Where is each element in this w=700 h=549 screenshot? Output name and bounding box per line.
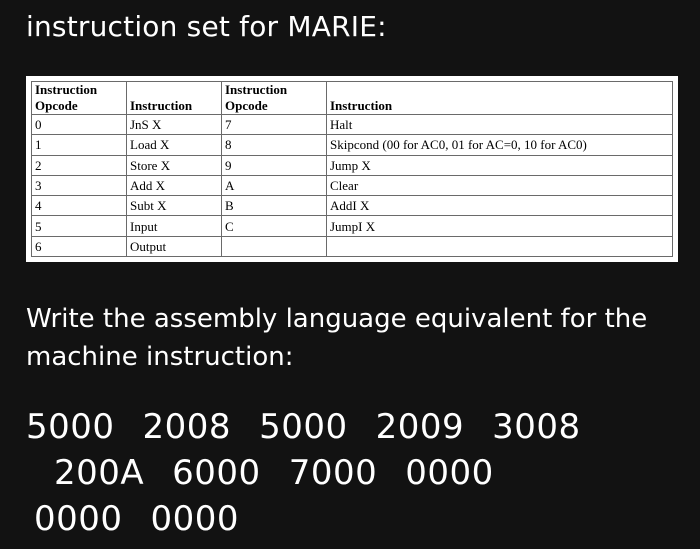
opcode-right-cell: A (222, 175, 327, 195)
machine-code-line-2 (26, 450, 686, 496)
machine-code-word: 3008 (492, 407, 581, 447)
machine-code-word: 5000 (259, 407, 348, 447)
instruction-left-cell: Input (127, 216, 222, 236)
instruction-set-table (31, 81, 673, 257)
machine-code-word: 0000 (34, 499, 123, 539)
instruction-left-cell: Output (127, 236, 222, 256)
machine-code-line-1 (26, 404, 686, 450)
machine-code-word: 2009 (375, 407, 465, 447)
table-row (32, 175, 673, 195)
table-row (32, 236, 673, 256)
machine-code-word: 2008 (142, 407, 232, 447)
machine-code-word: 7000 (288, 453, 378, 493)
header-opcode-left: Instruction Opcode (32, 82, 127, 115)
opcode-right-cell: C (222, 216, 327, 236)
machine-code-word: 6000 (172, 453, 261, 493)
table-row (32, 216, 673, 236)
instruction-set-table-panel (26, 76, 678, 262)
instruction-left-cell: Subt X (127, 196, 222, 216)
machine-code-line-3 (26, 496, 686, 542)
table-row (32, 135, 673, 155)
machine-code-word: 0000 (150, 499, 240, 539)
opcode-right-cell: 9 (222, 155, 327, 175)
instruction-right-cell: AddI X (327, 196, 673, 216)
instruction-right-cell: Skipcond (00 for AC0, 01 for AC=0, 10 for AC0) (327, 135, 673, 155)
table-row (32, 196, 673, 216)
opcode-right-cell: 7 (222, 115, 327, 135)
instruction-right-cell: Clear (327, 175, 673, 195)
opcode-right-cell: 8 (222, 135, 327, 155)
table-header-row (32, 82, 673, 115)
opcode-left-cell: 1 (32, 135, 127, 155)
opcode-right-cell: B (222, 196, 327, 216)
table-body (32, 115, 673, 257)
machine-code-word: 0000 (405, 453, 494, 493)
machine-code-word: 5000 (26, 407, 115, 447)
instruction-left-cell: Load X (127, 135, 222, 155)
machine-code-listing (26, 404, 686, 542)
opcode-left-cell: 2 (32, 155, 127, 175)
opcode-left-cell: 4 (32, 196, 127, 216)
opcode-left-cell: 6 (32, 236, 127, 256)
instruction-left-cell: JnS X (127, 115, 222, 135)
instruction-right-cell: Jump X (327, 155, 673, 175)
instruction-right-cell: Halt (327, 115, 673, 135)
page-heading: instruction set for MARIE: (26, 10, 387, 43)
header-instruction-left: Instruction (127, 82, 222, 115)
instruction-left-cell: Add X (127, 175, 222, 195)
table-row (32, 115, 673, 135)
header-opcode-right: Instruction Opcode (222, 82, 327, 115)
table-row (32, 155, 673, 175)
instruction-left-cell: Store X (127, 155, 222, 175)
opcode-left-cell: 0 (32, 115, 127, 135)
machine-code-word: 200A (54, 453, 145, 493)
instruction-right-cell (327, 236, 673, 256)
opcode-left-cell: 3 (32, 175, 127, 195)
instruction-right-cell: JumpI X (327, 216, 673, 236)
question-prompt: Write the assembly language equivalent for the machine instruction: (26, 304, 648, 372)
header-instruction-right: Instruction (327, 82, 673, 115)
opcode-right-cell (222, 236, 327, 256)
opcode-left-cell: 5 (32, 216, 127, 236)
